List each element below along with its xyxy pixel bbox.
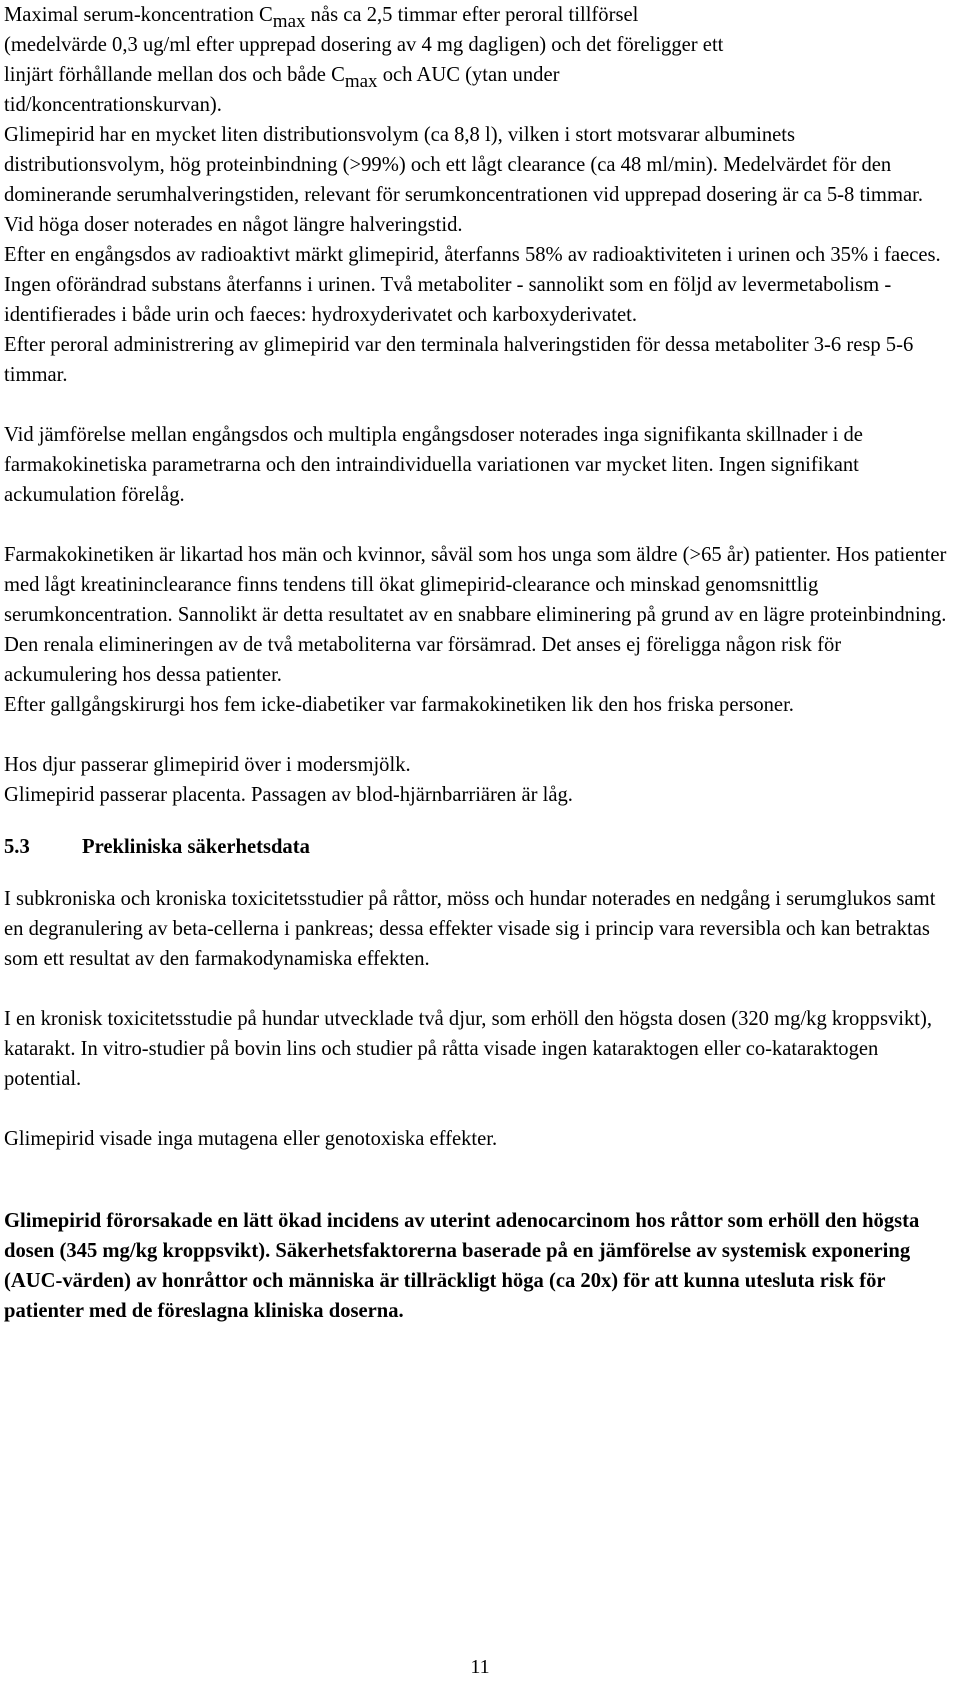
text-line: [4, 0, 954, 30]
text-span: och AUC (ytan under: [377, 64, 560, 86]
excretion-text: Efter en engångsdos av radioaktivt märkt glimepirid, återfanns 58% av radioaktiviteten i urinen och 35% i faeces. Ingen oförändrad substans återfanns i urinen. Två metaboliter - sannolikt som en följd av levermetabolism - identifierades i både urin och faeces: hydroxyderivatet och karboxyderivatet.: [4, 244, 941, 326]
distribution-text: Glimepirid har en mycket liten distributionsvolym (ca 8,8 l), vilken i stort motsvarar albuminets distributionsvolym, hög proteinbindning (>99%) och ett lågt clearance (ca 48 ml/min). Medelvärdet för den dominerande serumhalveringstiden, relevant för serumkoncentrationen vid upprepad dosering är ca 5-8 timmar. Vid höga doser noterades en något längre halveringstid.: [4, 124, 923, 236]
text-span: nås ca 2,5 timmar efter peroral tillförsel: [305, 4, 639, 26]
section-number: 5.3: [4, 836, 30, 858]
special-populations-text: Farmakokinetiken är likartad hos män och kvinnor, såväl som hos unga som äldre (>65 år) patienter. Hos patienter med lågt kreatininclearance finns tendens till ökat glimepirid-clearance och minskad genomsnittlig serumkoncentration. Sannolikt är detta resultatet av en snabbare eliminering på grund av en lägre proteinbindning. Den renala elimineringen av de två metaboliterna var försämrad. Det anses ej föreligga någon risk för ackumulering hos dessa patienter.: [4, 544, 947, 686]
multiple-dose-paragraph: Vid jämförelse mellan engångsdos och multipla engångsdoser noterades inga signifikanta skillnader i de farmakokinetiska parametrarna och den intraindividuella variationen var mycket liten. Ingen signifikant ackumulation förelåg.: [4, 424, 863, 506]
metabolite-halflife-text: Efter peroral administrering av glimepirid var den terminala halveringstiden för dessa metaboliter 3-6 resp 5-6 timmar.: [4, 334, 914, 386]
subscript-max: max: [344, 71, 378, 92]
subchronic-toxicity-paragraph: I subkroniska och kroniska toxicitetsstudier på råttor, möss och hundar noterades en nedgång i serumglukos samt en degranulering av beta-cellerna i pankreas; dessa effekter visade sig i princip vara reversibla och kan betraktas som ett resultat av den farmakodynamiska effekten.: [4, 888, 936, 970]
section-heading: [4, 832, 954, 862]
carcinogenicity-paragraph: Glimepirid förorsakade en lätt ökad incidens av uterint adenocarcinom hos råttor som erhöll den högsta dosen (345 mg/kg kroppsvikt). Säkerhetsfaktorerna baserade på en jämförelse av systemisk exponering (AUC-värden) av honråttor och människa är tillräckligt höga (ca 20x) för att kunna utesluta risk för patienter med de föreslagna kliniska doserna.: [4, 1210, 920, 1322]
page-number: 11: [470, 1656, 490, 1678]
gallbladder-surgery-text: Efter gallgångskirurgi hos fem icke-diabetiker var farmakokinetiken lik den hos friska personer.: [4, 694, 794, 716]
text-line: (medelvärde 0,3 ug/ml efter upprepad dosering av 4 mg dagligen) och det föreligger ett: [4, 34, 724, 56]
pharmacokinetics-paragraph: [4, 0, 954, 390]
section-title: Prekliniska säkerhetsdata: [82, 836, 310, 858]
placenta-text: Glimepirid passerar placenta. Passagen av blod-hjärnbarriären är låg.: [4, 784, 573, 806]
text-span: Maximal serum-koncentration C: [4, 4, 273, 26]
document-page: [4, 0, 954, 1326]
text-line: [4, 60, 954, 90]
text-span: linjärt förhållande mellan dos och både C: [4, 64, 345, 86]
breast-milk-text: Hos djur passerar glimepirid över i modersmjölk.: [4, 754, 411, 776]
text-line: tid/koncentrationskurvan).: [4, 94, 222, 116]
special-populations-paragraph: [4, 540, 954, 720]
mutagenicity-paragraph: Glimepirid visade inga mutagena eller genotoxiska effekter.: [4, 1128, 498, 1150]
chronic-toxicity-paragraph: I en kronisk toxicitetsstudie på hundar utvecklade två djur, som erhöll den högsta dosen (320 mg/kg kroppsvikt), katarakt. In vitro-studier på bovin lins och studier på råtta visade ingen kataraktogen eller co-kataraktogen potential.: [4, 1008, 933, 1090]
animal-transfer-paragraph: [4, 750, 954, 810]
subscript-max: max: [272, 11, 306, 32]
